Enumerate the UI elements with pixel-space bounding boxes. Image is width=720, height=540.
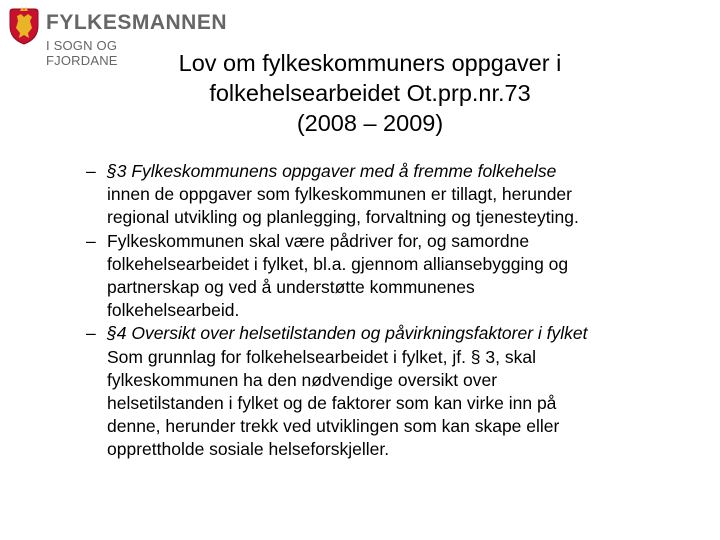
bullet-item [86,160,686,230]
logo-name: FYLKESMANNEN [46,11,228,34]
bullet-dash: – [86,230,96,251]
bullet-line: folkehelsearbeid. [107,300,240,321]
coat-of-arms-icon [8,6,40,46]
bullet-line: innen de oppgaver som fylkeskommunen er tillagt, herunder [107,184,572,205]
bullet-line: Fylkeskommunen skal være pådriver for, og samordne [107,230,530,251]
bullet-item [86,230,686,323]
bullet-line: partnerskap og ved å understøtte kommunenes [107,277,475,298]
bullet-line: fylkeskommunen ha den nødvendige oversikt over [107,369,498,390]
title-line: Lov om fylkeskommuners oppgaver i [178,50,562,76]
bullet-line: Som grunnlag for folkehelsearbeidet i fylket, jf. § 3, skal [107,346,536,367]
slide-title [80,48,660,138]
bullet-list [86,160,686,462]
bullet-heading: §4 Oversikt over helsetilstanden og påvirkningsfaktorer i fylket [107,323,588,344]
bullet-line: helsetilstanden i fylket og de faktorer som kan virke inn på [107,393,557,414]
bullet-line: denne, herunder trekk ved utviklingen som kan skape eller [107,416,560,437]
bullet-line: folkehelsearbeidet i fylket, bl.a. gjennom alliansebygging og [107,253,569,274]
logo-subtitle: I SOGN OG FJORDANE [46,38,118,68]
bullet-line: opprettholde sosiale helseforskjeller. [107,439,390,460]
bullet-dash: – [86,323,96,344]
bullet-heading: §3 Fylkeskommunens oppgaver med å fremme folkehelse [107,161,557,181]
bullet-item [86,322,686,461]
title-line: folkehelsearbeidet Ot.prp.nr.73 [209,80,531,106]
bullet-line: regional utvikling og planlegging, forvaltning og tjenesteyting. [107,207,579,228]
title-line: (2008 – 2009) [296,110,444,136]
bullet-dash: – [86,161,96,181]
